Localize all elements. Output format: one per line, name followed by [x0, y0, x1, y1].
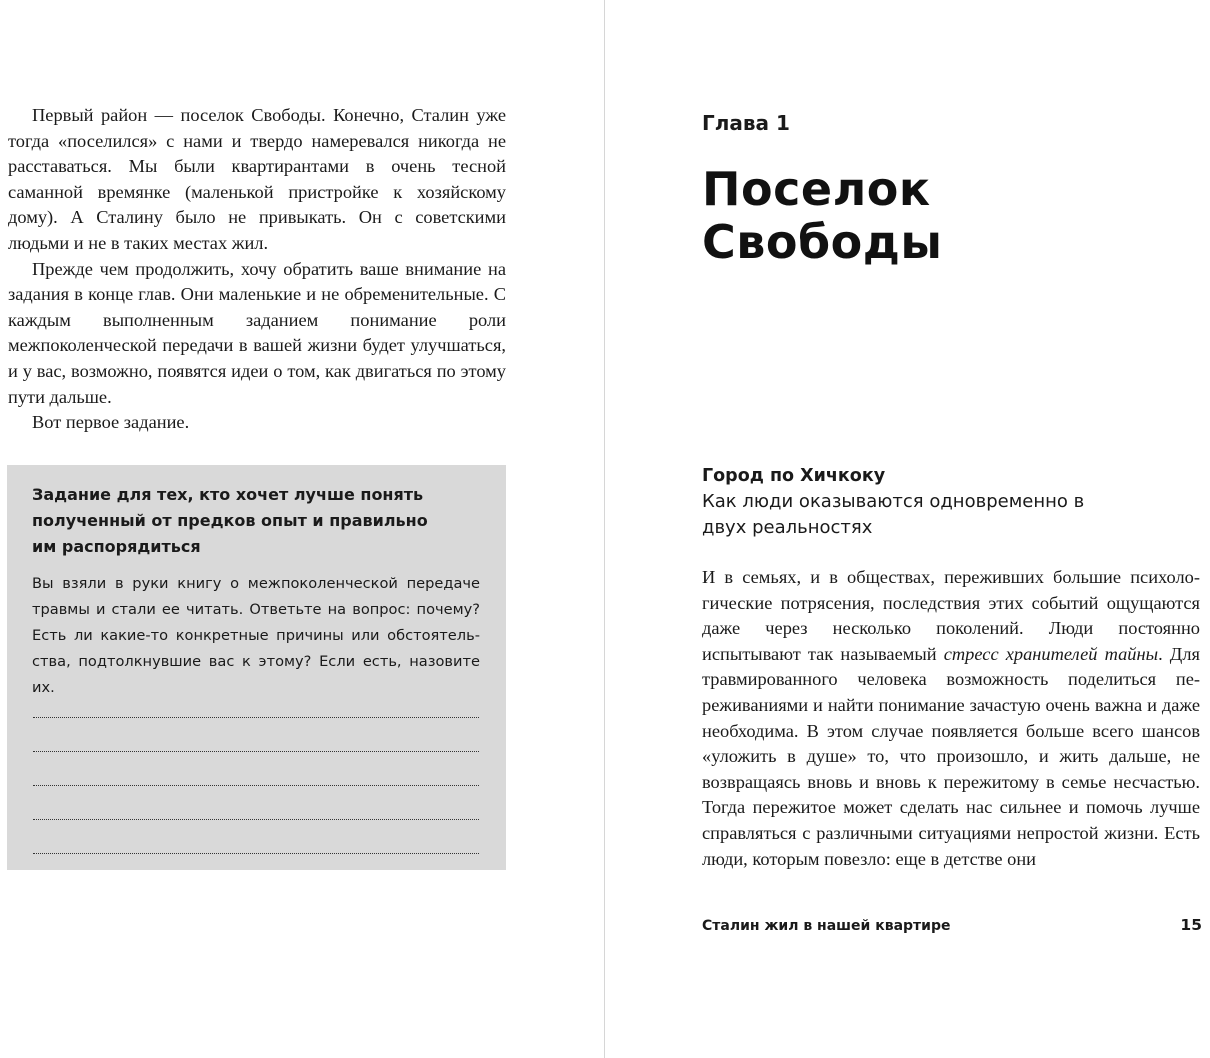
- page-gutter: [604, 0, 605, 1058]
- task-title: Задание для тех, кто хочет лучше понять полученный от предков опыт и правильно им распорядиться: [32, 485, 428, 556]
- right-paragraph: [702, 565, 1200, 872]
- answer-lines: [32, 717, 480, 854]
- answer-line[interactable]: [33, 853, 479, 854]
- running-footer-title: Сталин жил в нашей квартире: [702, 918, 951, 934]
- section-heading: [702, 463, 1162, 541]
- task-body: Вы взяли в руки книгу о межпоколенческой передаче травмы и стали ее читать. Ответьте на вопрос: почему? Есть ли какие-то конкретные причины или обстоятельства, подтолкнувшие вас к этому? Если есть, назовите их.: [32, 575, 480, 696]
- body-text-part-1: И в семьях, и в обществах, переживших большие психологические потрясения, последствия этих событий ощущаются даже через несколько поколений. Люди постоянно испытывают так называемый: [702, 567, 1200, 664]
- chapter-label: Глава 1: [702, 111, 790, 135]
- left-paragraph-1: Первый район — поселок Свободы. Конечно, Сталин уже тогда «поселился» с нами и твердо намеревался никогда не расставаться. Мы были квартирантами в очень тесной саманной времянке (маленькой пристройке к хозяйскому дому). А Сталину было не привыкать. Он с советскими людьми и не в таких местах жил.: [8, 105, 506, 253]
- answer-line[interactable]: [33, 751, 479, 752]
- left-page: [0, 0, 604, 1058]
- left-page-text: [8, 103, 506, 436]
- left-paragraph-3: Вот первое задание.: [32, 412, 190, 433]
- right-page: [606, 0, 1210, 1058]
- page-number: 15: [1180, 916, 1202, 934]
- answer-line[interactable]: [33, 819, 479, 820]
- answer-line[interactable]: [33, 785, 479, 786]
- left-paragraph-2: Прежде чем продолжить, хочу обратить ваше внимание на задания в конце глав. Они маленькие и не обременительные. С каждым выполненным заданием понимание роли межпоколенческой передачи в вашей жизни будет улучшаться, и у вас, возможно, появятся идеи о том, как двигаться по этому пути дальше.: [8, 258, 506, 407]
- answer-line[interactable]: [33, 717, 479, 718]
- body-text-part-2: . Для травмированного человека возможность поделиться переживаниями и найти понимание зачастую очень важна и даже необходима. В этом случае появляется больше всего шансов «уложить в душе» то, что произошло, и жить дальше, не возвращаясь вновь и вновь к пережитому в семье несчастью. Тогда пережитое может сделать нас сильнее и помочь лучше справляться с различными ситуациями непростой жизни. Есть люди, которым повезло: еще в детстве они: [702, 643, 1200, 869]
- chapter-title: Поселок Свободы: [702, 162, 943, 269]
- task-box: [7, 465, 506, 870]
- section-title: Город по Хичкоку: [702, 466, 886, 486]
- body-emphasis: стресс хранителей тайны: [943, 643, 1159, 664]
- section-subtitle: Как люди оказываются одновременно в двух реальностях: [702, 491, 1085, 538]
- right-page-text: [702, 565, 1200, 872]
